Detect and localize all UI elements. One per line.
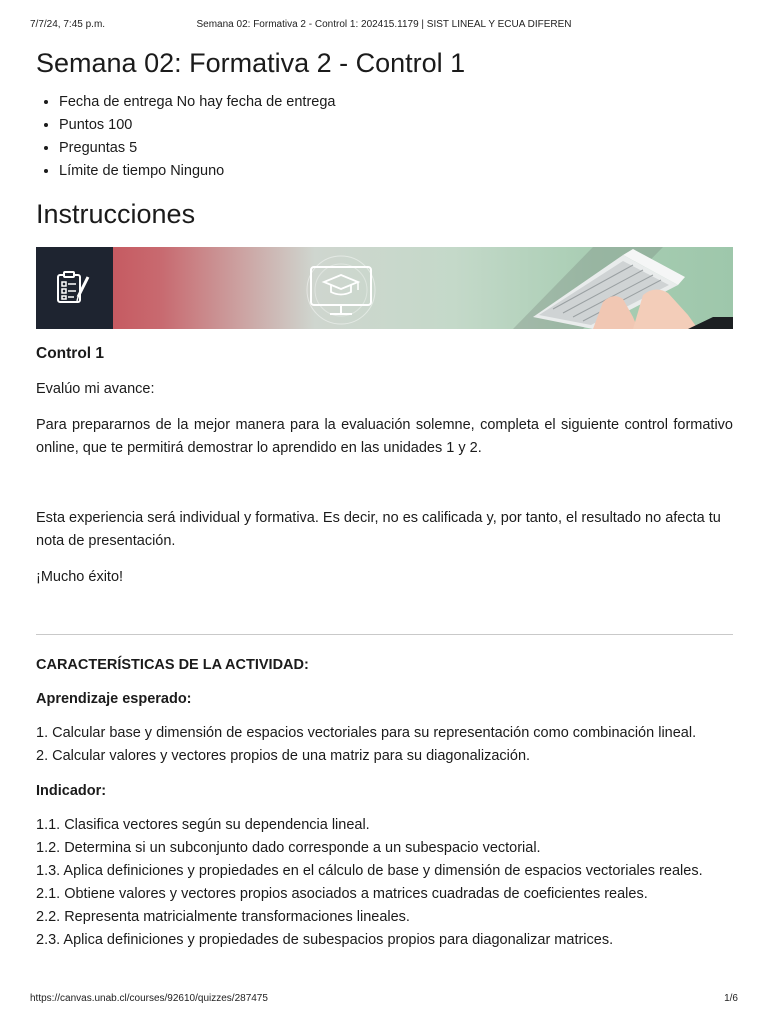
indicator-item: 1.1. Clasifica vectores según su dependencia lineal. — [36, 817, 370, 833]
instructions-paragraph-2: Esta experiencia será individual y formativa. Es decir, no es calificada y, por tanto, el resultado no afecta tu nota de presentación. — [36, 510, 721, 549]
indicator-item: 2.3. Aplica definiciones y propiedades de subespacios propios para diagonalizar matrices. — [36, 932, 614, 948]
indicator-item: 1.3. Aplica definiciones y propiedades en el cálculo de base y dimensión de espacios vectoriales reales. — [36, 863, 703, 879]
points-label: Puntos — [59, 117, 105, 133]
page-title: Semana 02: Formativa 2 - Control 1 — [36, 48, 466, 78]
instructions-heading: Instrucciones — [36, 199, 196, 229]
quiz-detail-questions — [59, 137, 733, 160]
points-value: 100 — [108, 117, 133, 133]
questions-label: Preguntas — [59, 140, 126, 156]
indicator-heading: Indicador: — [36, 783, 107, 799]
learning-heading: Aprendizaje esperado: — [36, 691, 192, 707]
learning-list — [36, 722, 733, 768]
indicator-item: 2.1. Obtiene valores y vectores propios asociados a matrices cuadradas de coeficientes reales. — [36, 886, 648, 902]
banner-icon-block — [36, 247, 113, 329]
section-divider — [36, 634, 733, 635]
laptop-typing-illustration — [473, 247, 733, 329]
activity-heading: CARACTERÍSTICAS DE LA ACTIVIDAD: — [36, 657, 309, 673]
control-heading: Control 1 — [36, 345, 105, 362]
instructions-intro: Evalúo mi avance: — [36, 381, 155, 397]
indicator-list — [36, 814, 733, 952]
print-header — [0, 19, 768, 33]
instructions-closing: ¡Mucho éxito! — [36, 569, 124, 585]
page-counter: 1/6 — [724, 993, 738, 1004]
learning-item: 2. Calcular valores y vectores propios de una matriz para su diagonalización. — [36, 748, 531, 764]
quiz-detail-points — [59, 114, 733, 137]
print-date: 7/7/24, 7:45 p.m. — [30, 19, 106, 30]
questions-value: 5 — [129, 140, 138, 156]
checklist-icon — [56, 271, 92, 305]
quiz-content — [36, 44, 733, 952]
quiz-detail-due-date — [59, 91, 733, 114]
due-date-label: Fecha de entrega — [59, 94, 173, 110]
time-limit-value: Ninguno — [170, 163, 225, 179]
quiz-details-list — [36, 91, 733, 183]
indicator-item: 2.2. Representa matricialmente transformaciones lineales. — [36, 909, 410, 925]
instructions-paragraph-1: Para prepararnos de la mejor manera para la evaluación solemne, completa el siguiente control formativo online, que te permitirá demostrar lo aprendido en las unidades 1 y 2. — [36, 417, 733, 456]
print-url: https://canvas.unab.cl/courses/92610/quizzes/287475 — [30, 993, 268, 1004]
print-document-title: Semana 02: Formativa 2 - Control 1: 202415.1179 | SIST LINEAL Y ECUA DIFEREN — [196, 19, 572, 30]
instructions-banner — [36, 247, 733, 329]
graduation-monitor-icon — [286, 255, 396, 325]
learning-item: 1. Calcular base y dimensión de espacios vectoriales para su representación como combinación lineal. — [36, 725, 697, 741]
time-limit-label: Límite de tiempo — [59, 163, 167, 179]
due-date-value: No hay fecha de entrega — [176, 94, 336, 110]
indicator-item: 1.2. Determina si un subconjunto dado corresponde a un subespacio vectorial. — [36, 840, 541, 856]
quiz-detail-time-limit — [59, 160, 733, 183]
